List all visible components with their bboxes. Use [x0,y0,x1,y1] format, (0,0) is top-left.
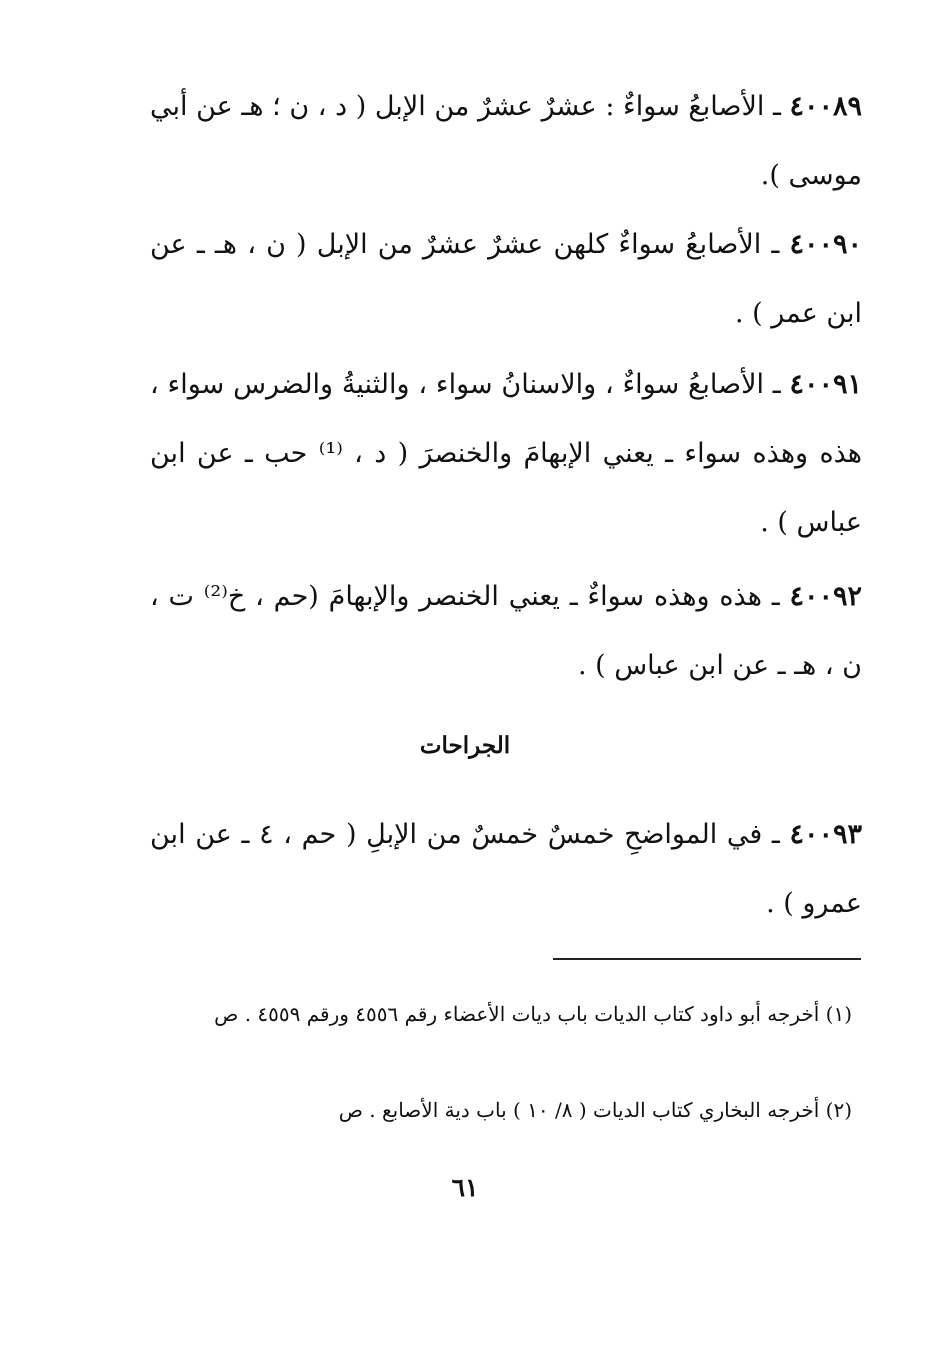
hadith-entry-40093 [150,800,862,938]
entry-number: ٤٠٠٩٢ [789,581,862,612]
section-heading: الجراحات [419,732,511,759]
entry-number: ٤٠٠٩٠ [789,229,862,260]
hadith-entry-40092 [150,562,862,700]
entry-text: ـ الأصابعُ سواءٌ : عشرٌ عشرٌ من الإبل ( د ، ن ؛ هـ عن أبي موسى ). [150,91,862,191]
footnote-separator [553,958,861,960]
hadith-entry-40090 [150,210,862,348]
entry-number: ٤٠٠٩١ [789,369,862,400]
entry-number: ٤٠٠٨٩ [789,91,862,122]
entry-text: ـ الأصابعُ سواءٌ ، والاسنانُ سواء ، والثنيةُ والضرس سواء ، هذه وهذه سواء ـ يعني الإبهامَ والخنصرَ ( د ، ⁽¹⁾ حب ـ عن ابن عباس ) . [150,369,862,538]
entry-number: ٤٠٠٩٣ [789,819,863,850]
entry-text: ـ الأصابعُ سواءٌ كلهن عشرٌ عشرٌ من الإبل ( ن ، هـ ـ عن ابن عمر ) . [150,229,862,329]
footnote-1: (١) أخرجه أبو داود كتاب الديات باب ديات الأعضاء رقم ٤٥٥٦ ورقم ٤٥٥٩ . ص [214,1002,852,1026]
entry-text: ـ هذه وهذه سواءٌ ـ يعني الخنصر والإبهامَ (حم ، خ⁽²⁾ ت ، ن ، هـ ـ عن ابن عباس ) . [150,581,862,681]
hadith-entry-40089 [150,72,862,210]
hadith-entry-40091 [150,350,862,557]
footnote-2: (٢) أخرجه البخاري كتاب الديات ( ٨/ ١٠ ) باب دية الأصابع . ص [338,1098,852,1122]
entry-text: ـ في المواضحِ خمسٌ خمسٌ من الإبلِ ( حم ، ٤ ـ عن ابن عمرو ) . [150,819,862,919]
page-number: ٦١ [451,1173,479,1202]
